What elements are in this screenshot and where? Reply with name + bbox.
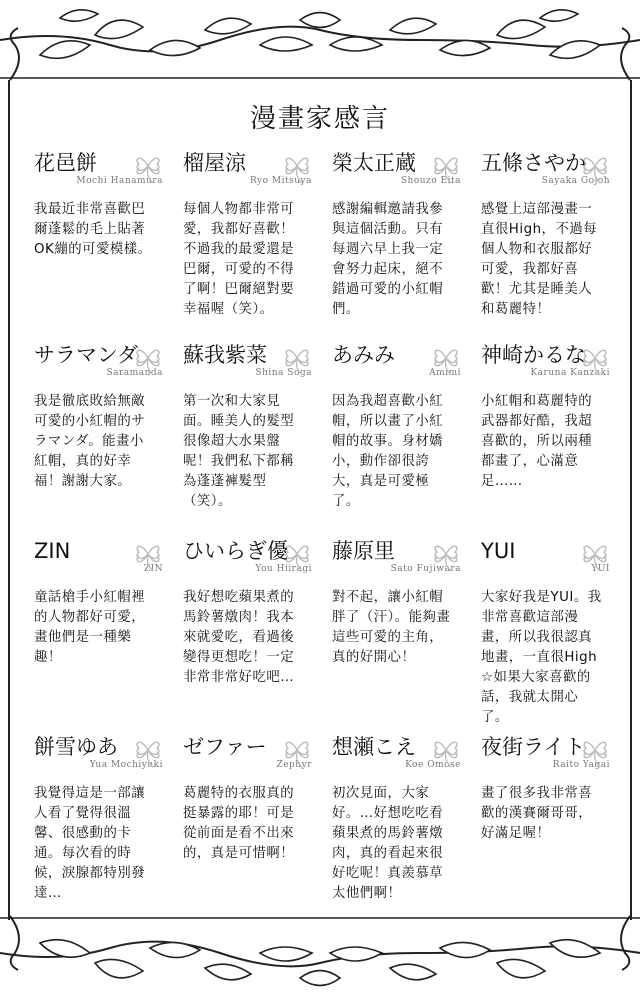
- artist-comment: 畫了很多我非常喜歡的漢賽爾哥哥，好滿足喔！: [481, 786, 593, 841]
- artist-card: [332, 538, 481, 734]
- page-title: 漫畫家感言: [249, 104, 390, 134]
- artist-romaji: Yua Mochiyuki: [89, 760, 163, 770]
- artist-romaji: You Hiiragi: [255, 564, 312, 574]
- artist-name: ZIN: [34, 539, 71, 563]
- artist-name: サラマンダ: [34, 343, 139, 367]
- artist-name: 藤原里: [332, 539, 395, 563]
- artist-comment: 感覺上這部漫畫一直很High，不過每個人物和衣服都好可愛，我都好喜歡！尤其是睡美人和葛麗特！: [481, 202, 598, 317]
- artist-card: [481, 150, 630, 342]
- artist-card: [183, 150, 332, 342]
- artist-card: [183, 734, 332, 934]
- left-border-line: [8, 80, 10, 920]
- artist-romaji: Ryo Mitsuya: [249, 176, 312, 186]
- bottom-vine-border: [0, 908, 640, 998]
- artist-romaji: Mochi Hanamura: [76, 176, 163, 186]
- artist-comment: 每個人物都非常可愛，我都好喜歡！不過我的最愛還是巴爾，可愛的不得了啊！巴爾絕對要幸福喔（笑）。: [183, 202, 295, 317]
- artist-comment: 葛麗特的衣服真的挺暴露的耶！可是從前面是看不出來的，真是可惜啊！: [183, 786, 295, 861]
- artist-grid: [34, 150, 630, 934]
- artist-card: [332, 342, 481, 538]
- artist-comment: 我好想吃蘋果煮的馬鈴薯燉肉！我本來就愛吃，看過後變得更想吃！一定非常非常好吃吧…: [183, 590, 295, 685]
- artist-romaji: YUI: [591, 564, 610, 574]
- artist-card: [34, 734, 183, 934]
- artist-comment: 大家好我是YUI。我非常喜歡這部漫畫，所以我很認真地畫，一直很High☆如果大家喜歡的話，我就太開心了。: [481, 590, 602, 725]
- artist-card: [34, 150, 183, 342]
- artist-comment: 童話槍手小紅帽裡的人物都好可愛，畫他們是一種樂趣！: [34, 590, 146, 665]
- artist-comment: 因為我超喜歡小紅帽，所以畫了小紅帽的故事。身材嬌小，動作卻很誇大，真是可愛極了。: [332, 394, 444, 509]
- artist-card: [481, 342, 630, 538]
- artist-comment: 我最近非常喜歡巴爾蓬鬆的毛上貼著OK繃的可愛模樣。: [34, 202, 152, 257]
- artist-name: ひいらぎ優: [183, 539, 288, 563]
- artist-card: [34, 538, 183, 734]
- artist-card: [332, 734, 481, 934]
- artist-card: [183, 538, 332, 734]
- artist-romaji: Raito Yagai: [552, 760, 610, 770]
- artist-name: 榮太正蔵: [332, 151, 416, 175]
- artist-name: YUI: [481, 539, 516, 563]
- artist-romaji: Zephyr: [276, 760, 312, 770]
- artist-name: 神崎かるな: [481, 343, 586, 367]
- artist-name: あみみ: [332, 343, 395, 367]
- artist-card: [481, 538, 630, 734]
- artist-romaji: ZIN: [143, 564, 163, 574]
- artist-comment: 第一次和大家見面。睡美人的髮型很像超大水果盤呢！我們私下都稱為蓬蓬褲髮型（笑）。: [183, 394, 295, 509]
- artist-name: 五條さやか: [481, 151, 586, 175]
- artist-romaji: Amimi: [429, 368, 461, 378]
- artist-romaji: Shouzo Eita: [400, 176, 461, 186]
- artist-comment: 感謝編輯邀請我參與這個活動。只有每週六早上我一定會努力起床，絕不錯過可愛的小紅帽們。: [332, 202, 444, 317]
- artist-comment: 對不起，讓小紅帽胖了（汗）。能夠畫這些可愛的主角，真的好開心！: [332, 590, 451, 665]
- artist-card: [183, 342, 332, 538]
- artist-name: 餅雪ゆあ: [34, 735, 118, 759]
- artist-card: [34, 342, 183, 538]
- artist-name: 花邑餅: [34, 151, 97, 175]
- artist-name: ゼファー: [183, 735, 267, 759]
- artist-comment: 初次見面，大家好。…好想吃吃看蘋果煮的馬鈴薯燉肉，真的看起來很好吃呢！真羨慕草太他們啊！: [332, 786, 444, 901]
- artist-comment: 小紅帽和葛麗特的武器都好酷，我超喜歡的，所以兩種都畫了，心滿意足……: [481, 394, 593, 489]
- artist-comment: 我是徹底敗給無敵可愛的小紅帽的サラマンダ。能畫小紅帽，真的好幸福！謝謝大家。: [34, 394, 146, 489]
- artist-romaji: Karuna Kanzaki: [530, 368, 610, 378]
- artist-name: 夜街ライト: [481, 735, 586, 759]
- artist-card: [332, 150, 481, 342]
- artist-name: 想瀬こえ: [332, 735, 416, 759]
- artist-romaji: Shina Soga: [255, 368, 312, 378]
- artist-romaji: Sato Fujiwara: [390, 564, 461, 574]
- artist-romaji: Saramanda: [106, 368, 163, 378]
- artist-name: 榴屋涼: [183, 151, 246, 175]
- right-border-line: [630, 80, 632, 920]
- artist-name: 蘇我紫菜: [183, 343, 267, 367]
- artist-romaji: Koe Omose: [405, 760, 461, 770]
- artist-comment: 我覺得這是一部讓人看了覺得很溫馨、很感動的卡通。每次看的時候，淚腺都特別發達…: [34, 786, 146, 901]
- artist-romaji: Sayaka Gojoh: [541, 176, 610, 186]
- top-vine-border: [0, 0, 640, 90]
- artist-card: [481, 734, 630, 934]
